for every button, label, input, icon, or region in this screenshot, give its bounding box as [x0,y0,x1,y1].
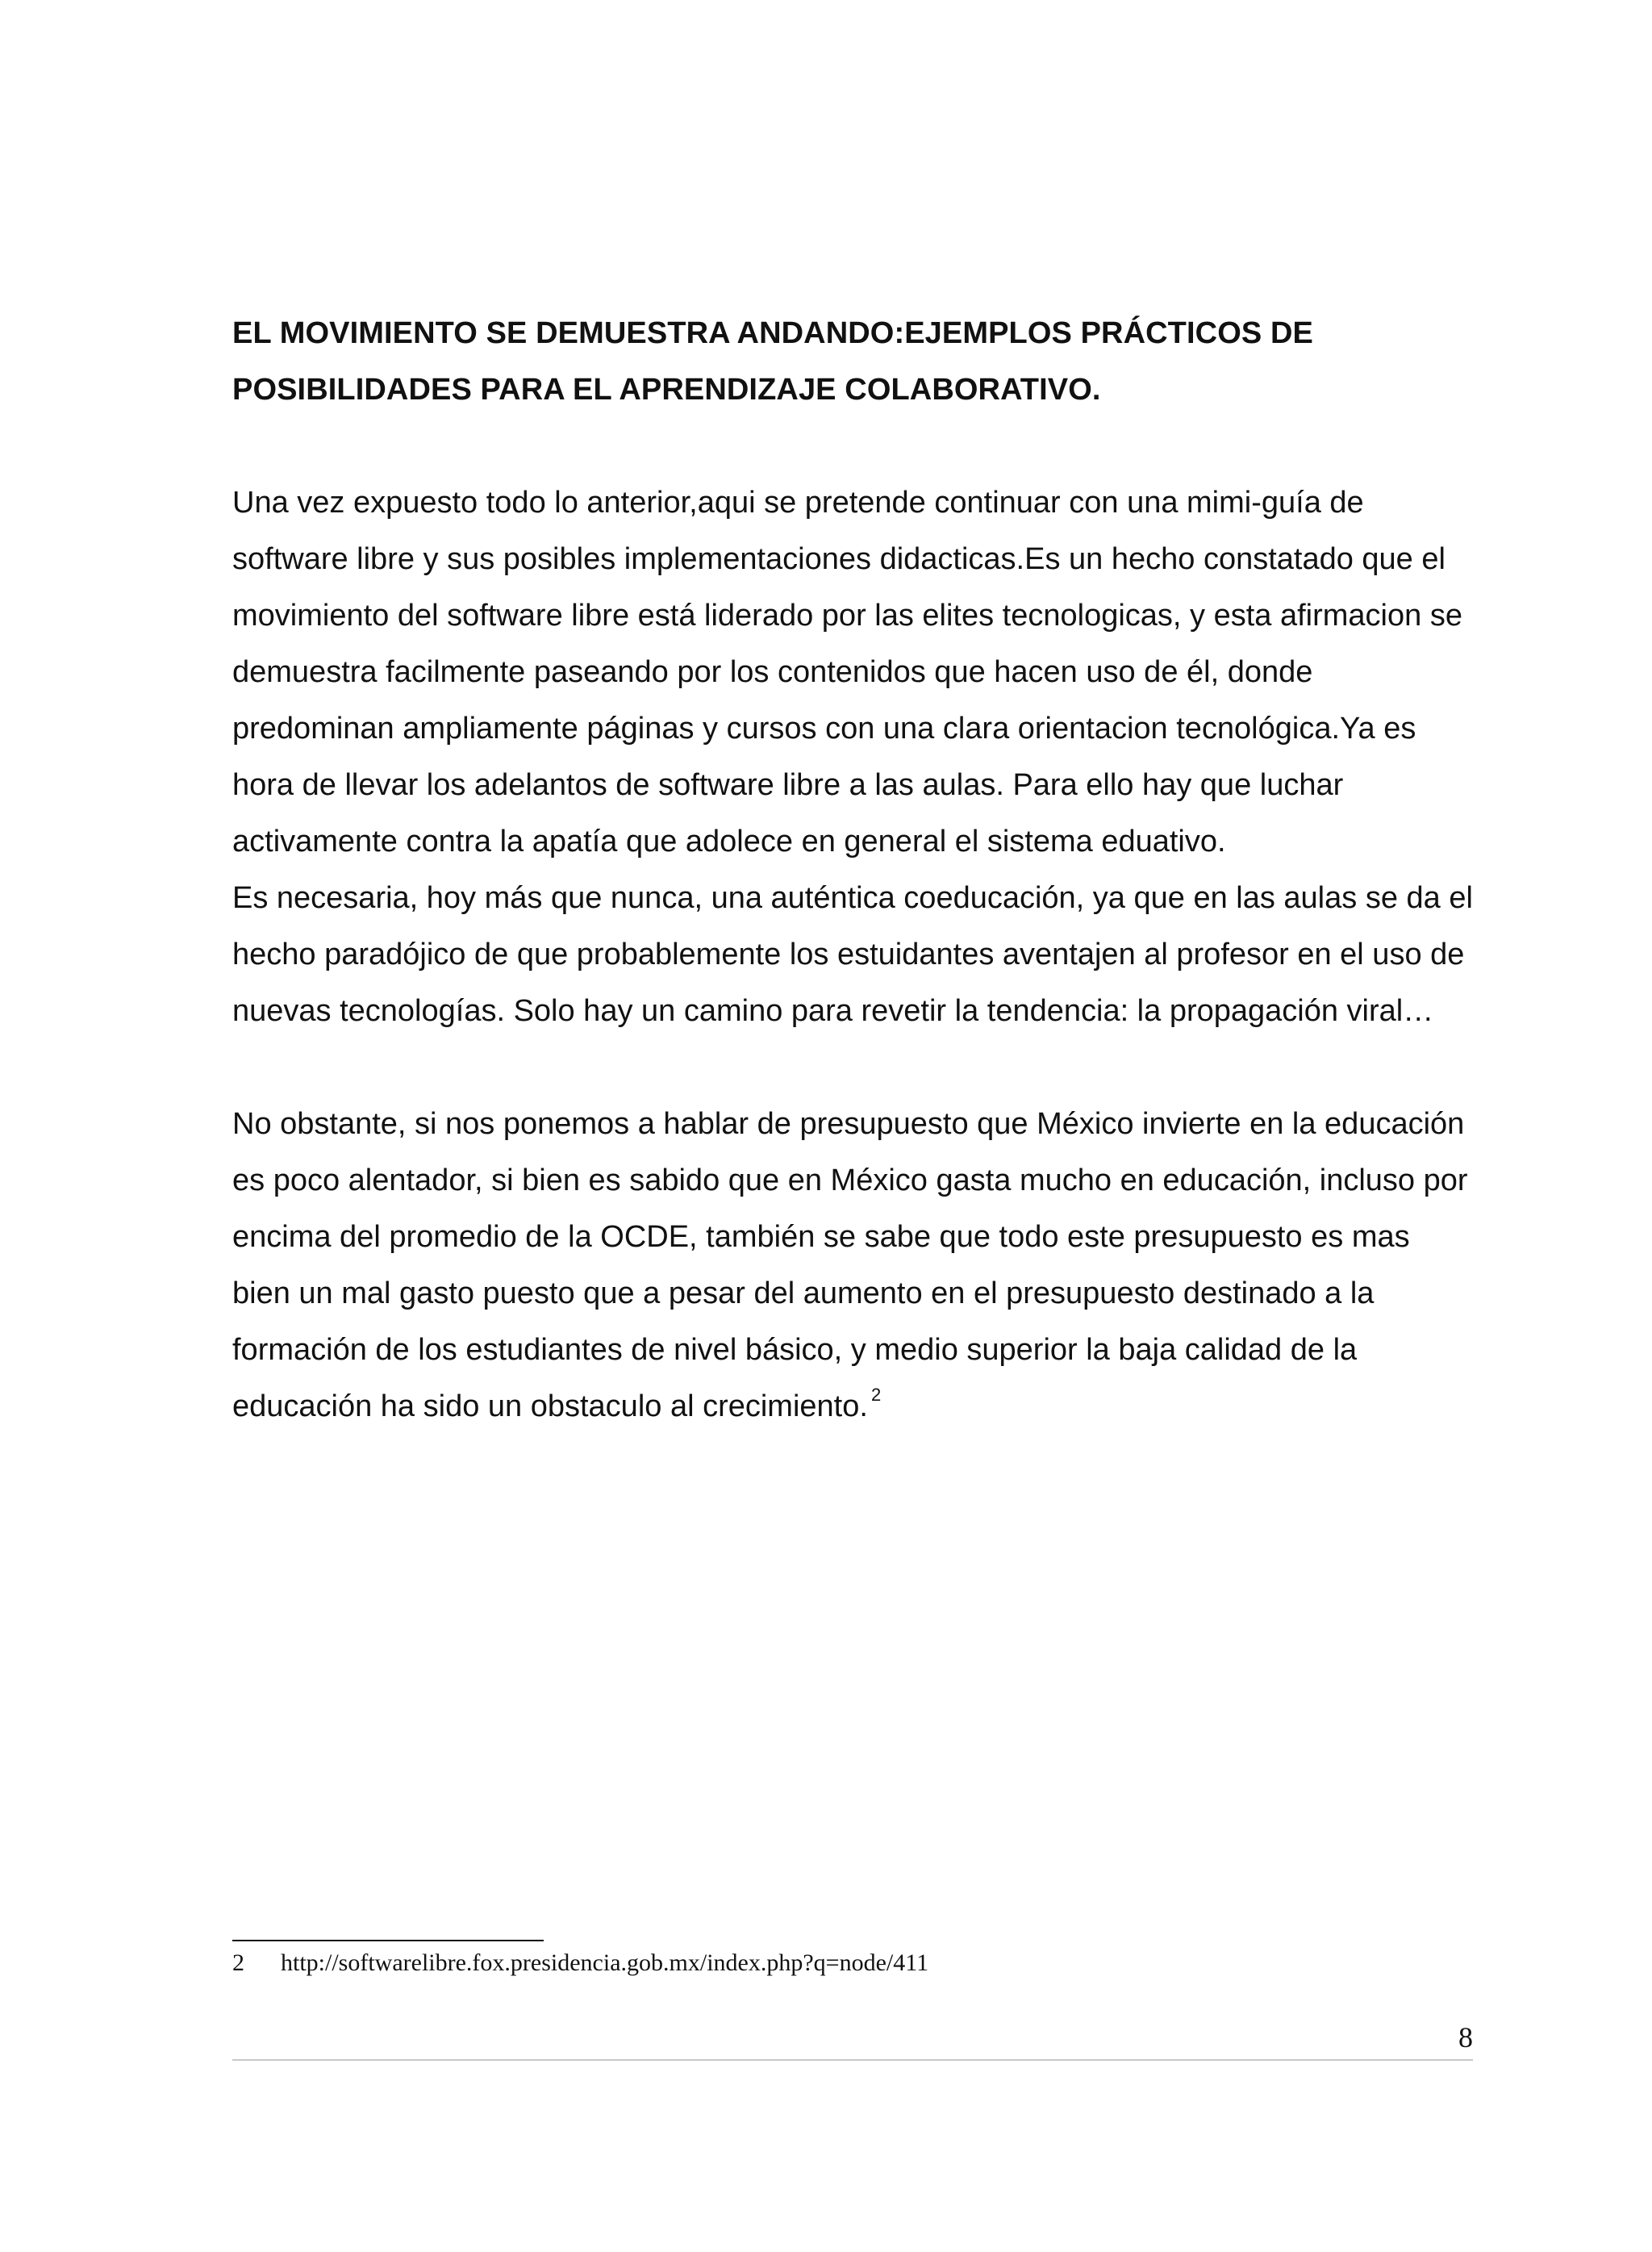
footnote-reference[interactable]: 2 [870,1385,882,1406]
footnote [232,1946,928,1980]
page-number: 8 [1458,2021,1473,2054]
body-paragraph-1: Una vez expuesto todo lo anterior,aqui se pretende continuar con una mimi-guía de software libre y sus posibles implementaciones didacticas.Es un hecho constatado que el movimiento del software libre está liderado por las elites tecnologicas, y esta afirmacion se demuestra facilmente paseando por los contenidos que hacen uso de él, donde predominan ampliamente páginas y cursos con una clara orientacion tecnológica.Ya es hora de llevar los adelantos de software libre a las aulas. Para ello hay que luchar activamente contra la apatía que adolece en general el sistema eduativo. [232,486,1462,859]
section-heading-line-1: EL MOVIMIENTO SE DEMUESTRA ANDANDO:EJEMPLOS PRÁCTICOS DE [232,316,1313,350]
section-heading-line-2: POSIBILIDADES PARA EL APRENDIZAJE COLABORATIVO. [232,373,1101,407]
footnote-link[interactable]: http://softwarelibre.fox.presidencia.gob.mx/index.php?q=node/411 [281,1949,929,1976]
footnote-number: 2 [232,1949,244,1976]
body-paragraph-2: Es necesaria, hoy más que nunca, una auténtica coeducación, ya que en las aulas se da el hecho paradójico de que probablemente los estuidantes aventajen al profesor en el uso de nuevas tecnologías. Solo hay un camino para revetir la tendencia: la propagación viral… [232,881,1473,1028]
footnote-separator [232,1940,544,1941]
section-heading [232,305,1475,418]
paragraph-spacer [232,418,1475,474]
paragraph-spacer [232,1039,1475,1096]
footer-divider [232,2059,1473,2061]
body-paragraph-3 [232,1096,1475,1435]
page-content [232,305,1475,1435]
body-paragraph-3-text: No obstante, si nos ponemos a hablar de presupuesto que México invierte en la educación es poco alentador, si bien es sabido que en México gasta mucho en educación, incluso por encima del promedio de la OCDE, también se sabe que todo este presupuesto es mas bien un mal gasto puesto que a pesar del aumento en el presupuesto destinado a la formación de los estudiantes de nivel básico, y medio superior la baja calidad de la educación ha sido un obstaculo al crecimiento. [232,1107,1468,1423]
